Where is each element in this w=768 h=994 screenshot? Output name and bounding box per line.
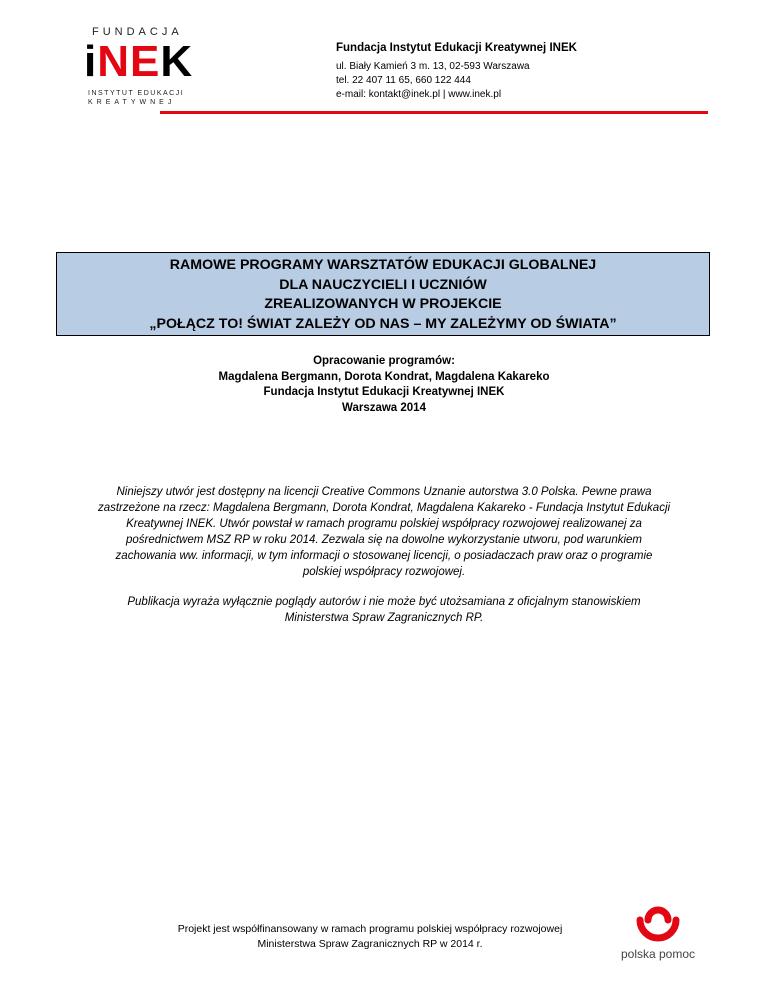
org-phone: tel. 22 407 11 65, 660 122 444: [336, 75, 471, 86]
logo-subtitle-1: INSTYTUT EDUKACJI: [88, 90, 185, 97]
authors-org: Fundacja Instytut Edukacji Kreatywnej INEK: [263, 386, 505, 398]
disclaimer-paragraph: [60, 594, 708, 626]
authors-block: [0, 354, 768, 416]
authors-heading: Opracowanie programów:: [313, 355, 455, 367]
footer-line-2: Ministerstwa Spraw Zagranicznych RP w 2014 r.: [257, 938, 483, 950]
license-line: polskiej współpracy rozwojowej.: [302, 566, 466, 578]
disclaimer-line: Ministerstwa Spraw Zagranicznych RP.: [284, 612, 484, 624]
logo-letter-i: i: [84, 37, 98, 86]
logo-letter-e: E: [130, 37, 161, 86]
header-divider: [160, 111, 708, 114]
polska-pomoc-logo: [618, 900, 698, 970]
logo-wordmark: [84, 37, 194, 86]
authors-place-year: Warszawa 2014: [342, 401, 426, 414]
org-header: [336, 42, 577, 102]
title-line: „POŁĄCZ TO! ŚWIAT ZALEŻY OD NAS – MY ZALEŻYMY OD ŚWIATA”: [149, 315, 617, 332]
inek-logo: [84, 26, 194, 110]
authors-names: Magdalena Bergmann, Dorota Kondrat, Magdalena Kakareko: [218, 370, 550, 383]
license-line: Kreatywnej INEK. Utwór powstał w ramach programu polskiej współpracy rozwojowej realizowanej za: [126, 518, 642, 530]
title-box: [56, 252, 710, 336]
logo-top-text: FUNDACJA: [92, 26, 183, 38]
title-line: DLA NAUCZYCIELI I UCZNIÓW: [279, 276, 487, 293]
license-line: zachowania ww. informacji, w tym informacji o stosowanej licencji, o posiadaczach praw oraz o programie: [115, 550, 653, 562]
logo-subtitle-2: KREATYWNEJ: [88, 99, 176, 106]
logo-letter-n: N: [97, 37, 131, 86]
license-line: zastrzeżone na rzecz: Magdalena Bergmann, Dorota Kondrat, Magdalena Kakareko - Fundacja Instytut Edukacji: [97, 502, 671, 514]
footer-line-1: Projekt jest współfinansowany w ramach programu polskiej współpracy rozwojowej: [177, 923, 563, 935]
title-line: ZREALIZOWANYCH W PROJEKCIE: [264, 296, 502, 312]
disclaimer-line: Publikacja wyraża wyłącznie poglądy autorów i nie może być utożsamiana z oficjalnym stanowiskiem: [127, 596, 641, 608]
polska-pomoc-label: polska pomoc: [620, 947, 696, 961]
license-line: pośrednictwem MSZ RP w roku 2014. Zezwala się na dowolne wykorzystanie utworu, pod warunkiem: [125, 534, 643, 546]
org-name: Fundacja Instytut Edukacji Kreatywnej INEK: [336, 42, 577, 54]
license-block: [60, 484, 708, 640]
license-line: Niniejszy utwór jest dostępny na licencji Creative Commons Uznanie autorstwa 3.0 Polska. Pewne prawa: [116, 486, 652, 498]
org-contact: e-mail: kontakt@inek.pl | www.inek.pl: [336, 89, 502, 100]
footer: [100, 922, 640, 952]
org-address: ul. Biały Kamień 3 m. 13, 02-593 Warszawa: [336, 61, 530, 72]
title-line: RAMOWE PROGRAMY WARSZTATÓW EDUKACJI GLOBALNEJ: [169, 257, 597, 273]
logo-letter-k: K: [160, 37, 194, 86]
polska-pomoc-icon: [618, 900, 698, 946]
license-paragraph: [60, 484, 708, 580]
